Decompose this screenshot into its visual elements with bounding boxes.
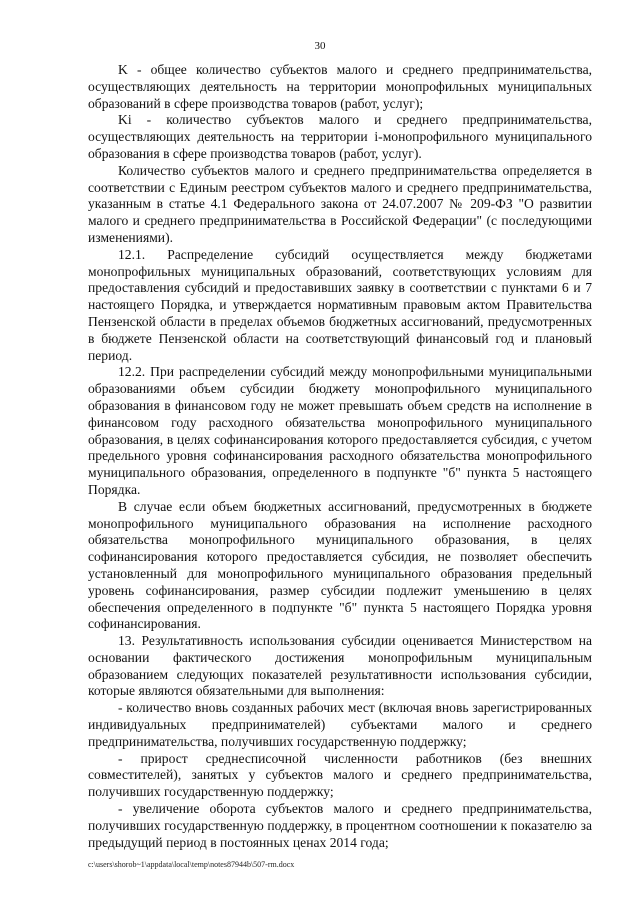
list-item: - прирост среднесписочной численности работников (без внешних совместителей), занятых у субъектов малого и среднего предпринимательства, получивших государственную поддержку;	[88, 750, 592, 800]
paragraph: 13. Результативность использования субсидии оценивается Министерством на основании фактического достижения монопрофильным муниципальным образованием следующих показателей результативности использования субсидии, которые являются обязательными для выполнения:	[88, 633, 592, 699]
paragraph: В случае если объем бюджетных ассигнований, предусмотренных в бюджете монопрофильного муниципального образования на исполнение расходного обязательства монопрофильного муниципального образования, в целях софинансирования которого предоставляется субсидия, не позволяет обеспечить установленный для монопрофильного муниципального образования предельный уровень софинансирования, размер субсидии подлежит уменьшению в целях обеспечения определенного в подпункте "б" пункта 5 настоящего Порядка уровня софинансирования.	[88, 498, 592, 632]
paragraph: 12.2. При распределении субсидий между монопрофильными муниципальными образованиями объем субсидии бюджету монопрофильного муниципального образования в финансовом году не может превышать объем средств на исполнение в финансовом году расходного обязательства монопрофильного муниципального образования, в целях софинансирования которого предоставляется субсидия, с учетом предельного уровня софинансирования расходного обязательства монопрофильного муниципального образования, определенного в подпункте "б" пункта 5 настоящего Порядка.	[88, 364, 592, 497]
page-number: 30	[314, 40, 326, 52]
footer-file-path: c:\users\shorob~1\appdata\local\temp\notes87944b\507-rm.docx	[88, 860, 295, 869]
paragraph: 12.1. Распределение субсидий осуществляется между бюджетами монопрофильных муниципальных образований, соответствующих условиям для предоставления субсидий и предоставивших заявку в соответствии с пунктами 6 и 7 настоящего Порядка, и утверждается нормативным правовым актом Правительства Пензенской области в пределах объемов бюджетных ассигнований, предусмотренных в бюджете Пензенской области на соответствующий финансовый год и плановый период.	[88, 246, 592, 363]
list-item: - количество вновь созданных рабочих мест (включая вновь зарегистрированных индивидуальных предпринимателей) субъектами малого и среднего предпринимательства, получивших государственную поддержку;	[88, 700, 592, 749]
paragraph: K - общее количество субъектов малого и среднего предпринимательства, осуществляющих деятельность на территории монопрофильных муниципальных образований в сфере производства товаров (работ, услуг);	[88, 62, 592, 111]
paragraph: Количество субъектов малого и среднего предпринимательства определяется в соответствии с Единым реестром субъектов малого и среднего предпринимательства, указанным в статье 4.1 Федерального закона от 24.07.2007 № 209-ФЗ "О развитии малого и среднего предпринимательства в Российской Федерации" (с последующими изменениями).	[88, 162, 592, 245]
paragraph: Ki - количество субъектов малого и среднего предпринимательства, осуществляющих деятельность на территории i-монопрофильного муниципального образования в сфере производства товаров (работ, услуг).	[88, 112, 592, 161]
list-item: - увеличение оборота субъектов малого и среднего предпринимательства, получивших государственную поддержку, в процентном соотношении к показателю за предыдущий период в постоянных ценах 2014 года;	[88, 801, 592, 850]
document-body	[88, 62, 592, 851]
